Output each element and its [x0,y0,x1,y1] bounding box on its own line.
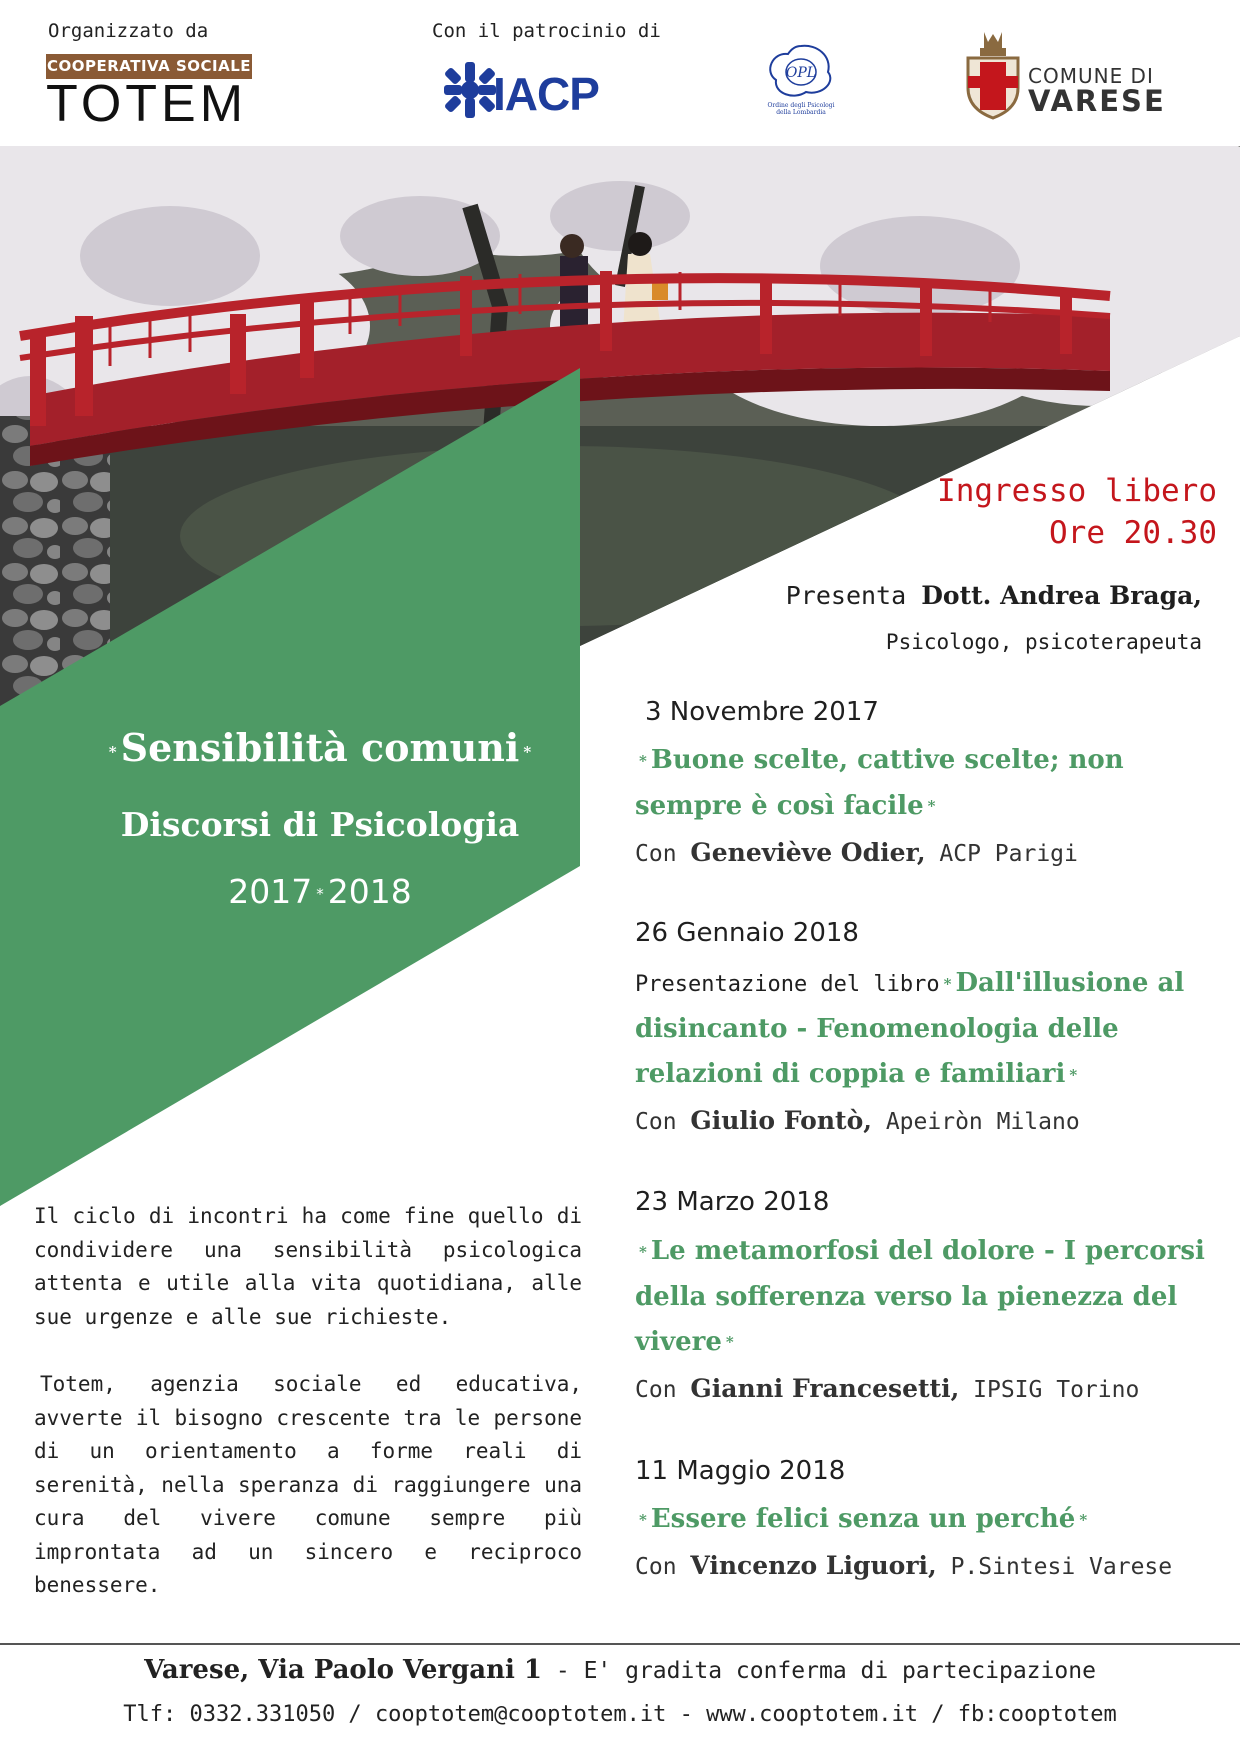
footer-phone: Tlf: 0332.331050 [123,1702,336,1727]
event-2-affiliation: Apeiròn Milano [885,1109,1080,1135]
patron-label: Con il patrocinio di [432,20,661,42]
event-3-speaker: Con Gianni Francesetti, IPSIG Torino [635,1374,1140,1403]
footer-website[interactable]: www.cooptotem.it [706,1702,919,1727]
event-1-date: 3 Novembre 2017 [645,697,879,727]
opl-caption: Ordine degli Psicologi della Lombardia [767,102,835,116]
free-entry-text: Ingresso libero [937,473,1217,509]
event-4-date: 11 Maggio 2018 [635,1456,846,1486]
entry-info [937,470,1217,554]
time-text: Ore 20.30 [1049,515,1217,551]
event-4-title-text: Essere felici senza un perché [650,1504,1076,1534]
footer-note: - E' gradita conferma di partecipazione [555,1658,1096,1684]
event-2-speaker: Con Giulio Fontò, Apeiròn Milano [635,1106,1080,1135]
event-2-prefix: Presentazione del libro [635,972,940,997]
footer-address: Varese, Via Paolo Vergani 1 [144,1655,543,1685]
event-3-affiliation: IPSIG Torino [973,1377,1140,1403]
iacp-logo-text: IACP [493,68,599,120]
organizer-label: Organizzato da [48,20,209,42]
totem-badge: COOPERATIVA SOCIALE [46,54,252,79]
event-2-date: 26 Gennaio 2018 [635,918,859,948]
event-4-speaker: Con Vincenzo Liguori, P.Sintesi Varese [635,1551,1173,1580]
varese-label: VARESE [1028,84,1166,118]
event-2-title-text: Dall'illusione al disincanto - Fenomenologia delle relazioni di coppia e familiari [635,968,1185,1089]
event-2-speaker-name: Giulio Fontò, [690,1106,872,1135]
intro-paragraph: Il ciclo di incontri ha come fine quello di condividere una sensibilità psicologica attenta e utile alla vita quotidiana, alle sue urgenze e alle sue richieste. [34,1204,582,1329]
footer-facebook[interactable]: fb:cooptotem [957,1702,1117,1727]
event-4-speaker-name: Vincenzo Liguori, [690,1551,937,1580]
presenter-role: Psicologo, psicoterapeuta [885,630,1202,654]
presenter-name: Dott. Andrea Braga, [921,581,1202,610]
event-3-speaker-name: Gianni Francesetti, [690,1374,960,1403]
event-3-date: 23 Marzo 2018 [635,1187,830,1217]
footer-address-line [0,1655,1240,1685]
footer-divider [0,1643,1240,1645]
event-1-title: * Buone scelte, cattive scelte; non sempre è così facile * [635,745,1124,821]
totem-paragraph: Totem, agenzia sociale ed educativa, avverte il bisogno crescente tra le persone di un orientamento a forme reali di serenità, nella speranza di raggiungere una cura del vivere comune sempre più improntata ad un sincero e reciproco benessere. [34,1372,582,1597]
event-4-title: * Essere felici senza un perché * [639,1504,1088,1534]
event-4-affiliation: P.Sintesi Varese [950,1554,1173,1580]
presenter-line [786,581,1202,610]
iacp-logo-icon [444,60,496,120]
year-start: 2017 [228,872,313,911]
series-title-text: Sensibilità comuni [120,725,520,770]
event-3-title: * Le metamorfosi del dolore - I percorsi della sofferenza verso la pienezza del vivere * [635,1236,1205,1357]
series-title: * Sensibilità comuni * [108,725,532,770]
presenter-prefix: Presenta [785,581,907,610]
footer-contacts: Tlf: 0332.331050 / cooptotem@cooptotem.it - www.cooptotem.it / fb:cooptotem [123,1702,1117,1727]
footer-email[interactable]: cooptotem@cooptotem.it [374,1702,667,1727]
opl-logo-icon [762,42,840,102]
event-1-title-text: Buone scelte, cattive scelte; non sempre è così facile [635,745,1124,821]
comune-di-label: COMUNE DI [1028,64,1154,88]
totem-logo-text: TOTEM [46,75,248,133]
series-subtitle: Discorsi di Psicologia [120,805,520,844]
event-2-title: Presentazione del libro * Dall'illusione al disincanto - Fenomenologia delle relazioni di coppia e familiari * [635,968,1185,1089]
opl-initials: OPL [785,65,817,81]
event-1-speaker-name: Geneviève Odier, [690,838,926,867]
event-3-title-text: Le metamorfosi del dolore - I percorsi della sofferenza verso la pienezza del vivere [635,1236,1205,1357]
varese-coat-of-arms-icon [962,28,1024,120]
year-end: 2018 [327,872,412,911]
series-years: 2017 * 2018 [228,872,412,911]
event-1-speaker: Con Geneviève Odier, ACP Parigi [635,838,1078,867]
event-1-affiliation: ACP Parigi [939,841,1078,867]
